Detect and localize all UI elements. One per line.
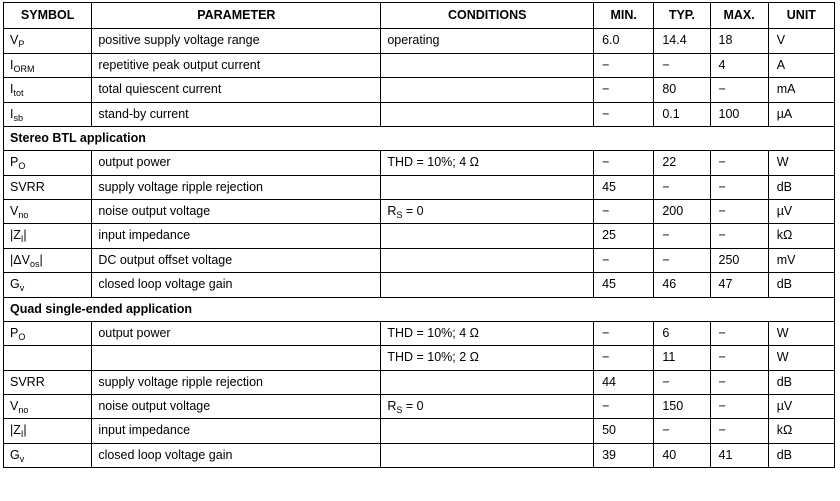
condition-text: operating <box>387 33 440 48</box>
cell-unit: dB <box>768 273 834 297</box>
cell-min: − <box>594 200 654 224</box>
cell-min: − <box>594 321 654 345</box>
cell-parameter: output power <box>92 151 381 175</box>
cell-unit: mA <box>768 78 834 102</box>
cell-unit: W <box>768 151 834 175</box>
symbol-subscript: I <box>20 429 24 440</box>
cell-parameter: noise output voltage <box>92 395 381 419</box>
symbol-subscript: sb <box>13 112 23 123</box>
cell-max: − <box>710 321 768 345</box>
cell-conditions <box>381 224 594 248</box>
cell-symbol <box>4 102 92 126</box>
cell-min: − <box>594 346 654 370</box>
symbol-text: G <box>10 447 20 462</box>
cell-parameter: noise output voltage <box>92 200 381 224</box>
symbol-text: |ΔV <box>10 252 30 267</box>
cell-unit: W <box>768 321 834 345</box>
cell-symbol <box>4 151 92 175</box>
cell-typ: 11 <box>654 346 710 370</box>
cell-parameter: positive supply voltage range <box>92 29 381 53</box>
cell-unit: µV <box>768 395 834 419</box>
cell-max: 18 <box>710 29 768 53</box>
cell-symbol <box>4 78 92 102</box>
cell-symbol <box>4 321 92 345</box>
cell-conditions <box>381 370 594 394</box>
cell-conditions <box>381 175 594 199</box>
cell-max: − <box>710 78 768 102</box>
condition-subscript: S <box>396 405 403 415</box>
cell-conditions <box>381 419 594 443</box>
symbol-text: V <box>10 33 19 48</box>
cell-parameter: output power <box>92 321 381 345</box>
cell-conditions <box>381 29 594 53</box>
cell-conditions <box>381 395 594 419</box>
cell-unit: dB <box>768 370 834 394</box>
cell-conditions <box>381 78 594 102</box>
cell-unit: dB <box>768 175 834 199</box>
cell-conditions <box>381 443 594 467</box>
table-row <box>4 224 835 248</box>
cell-min: 45 <box>594 175 654 199</box>
cell-parameter: stand-by current <box>92 102 381 126</box>
cell-parameter: supply voltage ripple rejection <box>92 370 381 394</box>
cell-min: 39 <box>594 443 654 467</box>
cell-conditions <box>381 273 594 297</box>
cell-min: − <box>594 248 654 272</box>
cell-unit: W <box>768 346 834 370</box>
cell-symbol <box>4 200 92 224</box>
cell-symbol <box>4 175 92 199</box>
symbol-subscript: v <box>19 453 25 464</box>
table-header <box>4 3 835 29</box>
table-section-row <box>4 297 835 321</box>
symbol-text: I <box>10 106 14 121</box>
cell-parameter: closed loop voltage gain <box>92 443 381 467</box>
symbol-subscript: tot <box>13 88 24 99</box>
cell-typ: 46 <box>654 273 710 297</box>
table-row <box>4 78 835 102</box>
symbol-text: |Z <box>10 228 21 243</box>
condition-subscript: S <box>396 210 403 220</box>
cell-min: − <box>594 53 654 77</box>
cell-symbol <box>4 346 92 370</box>
cell-conditions <box>381 151 594 175</box>
cell-unit: kΩ <box>768 224 834 248</box>
cell-parameter: input impedance <box>92 224 381 248</box>
cell-max: 47 <box>710 273 768 297</box>
cell-max: − <box>710 395 768 419</box>
cell-max: 4 <box>710 53 768 77</box>
column-header-min: MIN. <box>594 3 654 29</box>
cell-parameter <box>92 346 381 370</box>
symbol-subscript: no <box>18 405 29 415</box>
table-row <box>4 151 835 175</box>
condition-text: THD = 10%; 2 Ω <box>387 350 480 365</box>
cell-symbol <box>4 370 92 394</box>
cell-max: 41 <box>710 443 768 467</box>
table-row <box>4 346 835 370</box>
cell-unit: V <box>768 29 834 53</box>
symbol-text: G <box>10 277 20 292</box>
symbol-tail: | <box>23 228 27 243</box>
specification-table <box>3 2 835 468</box>
symbol-text: P <box>10 325 19 340</box>
cell-typ: 150 <box>654 395 710 419</box>
cell-max: − <box>710 370 768 394</box>
symbol-text: SVRR <box>10 374 45 389</box>
cell-max: − <box>710 175 768 199</box>
cell-max: 250 <box>710 248 768 272</box>
column-header-unit: UNIT <box>768 3 834 29</box>
table-header-row <box>4 3 835 29</box>
symbol-subscript: O <box>18 161 26 172</box>
cell-typ: 22 <box>654 151 710 175</box>
table-row <box>4 419 835 443</box>
symbol-subscript: P <box>18 39 25 50</box>
table-row <box>4 200 835 224</box>
cell-typ: − <box>654 370 710 394</box>
cell-symbol <box>4 248 92 272</box>
symbol-text: SVRR <box>10 179 45 194</box>
cell-max: − <box>710 419 768 443</box>
cell-max: − <box>710 200 768 224</box>
cell-symbol <box>4 29 92 53</box>
symbol-subscript: I <box>20 234 24 245</box>
table-row <box>4 370 835 394</box>
cell-symbol <box>4 273 92 297</box>
cell-unit: µV <box>768 200 834 224</box>
symbol-text: I <box>10 57 14 72</box>
cell-conditions <box>381 102 594 126</box>
cell-max: 100 <box>710 102 768 126</box>
cell-min: − <box>594 78 654 102</box>
cell-unit: mV <box>768 248 834 272</box>
cell-unit: dB <box>768 443 834 467</box>
condition-tail: = 0 <box>402 399 424 413</box>
table-row <box>4 443 835 467</box>
cell-max: − <box>710 224 768 248</box>
cell-parameter: DC output offset voltage <box>92 248 381 272</box>
cell-typ: − <box>654 53 710 77</box>
condition-text: R <box>387 204 397 218</box>
cell-conditions <box>381 248 594 272</box>
column-header-symbol: SYMBOL <box>4 3 92 29</box>
symbol-subscript: os <box>29 258 40 269</box>
cell-typ: 200 <box>654 200 710 224</box>
cell-conditions <box>381 346 594 370</box>
cell-min: 50 <box>594 419 654 443</box>
cell-max: − <box>710 151 768 175</box>
condition-text: THD = 10%; 4 Ω <box>387 155 480 170</box>
cell-parameter: supply voltage ripple rejection <box>92 175 381 199</box>
cell-parameter: total quiescent current <box>92 78 381 102</box>
symbol-text: I <box>10 82 14 97</box>
symbol-subscript: v <box>19 283 25 294</box>
table-row <box>4 248 835 272</box>
symbol-tail: | <box>23 423 27 438</box>
cell-symbol <box>4 224 92 248</box>
section-title: Stereo BTL application <box>4 126 835 150</box>
cell-unit: µA <box>768 102 834 126</box>
cell-typ: − <box>654 248 710 272</box>
column-header-typ: TYP. <box>654 3 710 29</box>
table-row <box>4 29 835 53</box>
cell-symbol <box>4 395 92 419</box>
table-section-row <box>4 126 835 150</box>
condition-text: THD = 10%; 4 Ω <box>387 325 480 340</box>
section-title: Quad single-ended application <box>4 297 835 321</box>
cell-parameter: closed loop voltage gain <box>92 273 381 297</box>
cell-symbol <box>4 53 92 77</box>
cell-typ: 80 <box>654 78 710 102</box>
column-header-max: MAX. <box>710 3 768 29</box>
table-row <box>4 321 835 345</box>
cell-typ: − <box>654 175 710 199</box>
cell-min: − <box>594 102 654 126</box>
symbol-text: V <box>10 204 19 218</box>
symbol-subscript: no <box>18 210 29 220</box>
cell-unit: A <box>768 53 834 77</box>
table-row <box>4 273 835 297</box>
symbol-text: |Z <box>10 423 21 438</box>
cell-conditions <box>381 200 594 224</box>
symbol-text: P <box>10 155 19 170</box>
cell-min: 25 <box>594 224 654 248</box>
cell-conditions <box>381 53 594 77</box>
symbol-subscript: ORM <box>13 63 35 74</box>
cell-min: 44 <box>594 370 654 394</box>
cell-min: − <box>594 151 654 175</box>
cell-parameter: input impedance <box>92 419 381 443</box>
cell-conditions <box>381 321 594 345</box>
table-row <box>4 53 835 77</box>
cell-typ: 6 <box>654 321 710 345</box>
cell-typ: 14.4 <box>654 29 710 53</box>
cell-typ: − <box>654 224 710 248</box>
symbol-text: V <box>10 399 19 413</box>
cell-min: 6.0 <box>594 29 654 53</box>
table-body <box>4 29 835 468</box>
cell-symbol <box>4 419 92 443</box>
table-row <box>4 175 835 199</box>
cell-typ: 40 <box>654 443 710 467</box>
cell-symbol <box>4 443 92 467</box>
condition-tail: = 0 <box>402 204 424 218</box>
cell-min: 45 <box>594 273 654 297</box>
symbol-subscript: O <box>18 331 26 342</box>
condition-text: R <box>387 399 397 413</box>
table-row <box>4 102 835 126</box>
cell-typ: − <box>654 419 710 443</box>
column-header-parameter: PARAMETER <box>92 3 381 29</box>
symbol-tail: | <box>39 252 43 267</box>
cell-min: − <box>594 395 654 419</box>
cell-typ: 0.1 <box>654 102 710 126</box>
cell-max: − <box>710 346 768 370</box>
cell-parameter: repetitive peak output current <box>92 53 381 77</box>
table-row <box>4 395 835 419</box>
cell-unit: kΩ <box>768 419 834 443</box>
column-header-conditions: CONDITIONS <box>381 3 594 29</box>
